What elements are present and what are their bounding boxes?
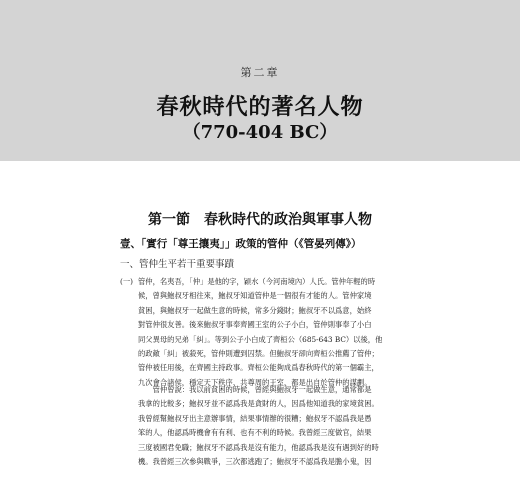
text-line: 候，曾與鮑叔牙相往來，鮑叔牙知道管仲是一個很有才能的人。管仲家境 — [138, 291, 372, 301]
text-line: 管仲，名夷吾，「仲」是他的字，穎水（今河南境內）人氏。管仲年輕的時 — [138, 277, 376, 286]
body-paragraph — [138, 383, 406, 469]
chapter-banner — [0, 0, 520, 161]
text-line: 對管仲很友善。後來鮑叔牙事奉齊國王室的公子小白，管仲則事奉了小白 — [138, 320, 372, 330]
text-line: 機。我曾經三次參與戰爭，三次都逃跑了；鮑叔牙不認爲我是膽小鬼，因 — [138, 456, 372, 466]
chapter-date-range: （770-404 BC） — [182, 122, 338, 143]
text-line: 同父異母的兄弟「糾」。等到公子小白成了齊桓公（685-643 BC）以後，他 — [138, 334, 383, 344]
body-paragraph — [138, 275, 406, 390]
text-line: 管仲曾說：我以前貧困的時候，曾經與鮑叔牙一起做生意，通常都是 — [138, 385, 372, 394]
text-line: 貧困，與鮑叔牙一起做生意的時候，常多分錢財；鮑叔牙不以爲意，始終 — [138, 305, 372, 315]
text-line: 我拿的比較多；鮑叔牙並不認爲我是貪財的人，因爲他知道我的家境貧困。 — [138, 399, 379, 409]
text-line: 笨的人，他認爲時機會有有利、也有不利的時候。我曾經三度做官，結果 — [138, 428, 372, 438]
chapter-title: 春秋時代的著名人物 — [156, 94, 364, 120]
text-line: 管仲被任用後，在齊國主持政事。齊桓公能夠成爲春秋時代的第一個霸主， — [138, 363, 379, 373]
subsection-heading: 一、管仲生平若干重要事蹟 — [120, 259, 235, 270]
section-title: 第一節 春秋時代的政治與軍事人物 — [148, 212, 372, 228]
item-marker: (一) — [120, 277, 133, 286]
text-line: 九次會合諸侯，穩定天下秩序、共尊周的王室，都是出自於管仲的謀劃。 — [138, 377, 372, 387]
text-line: 的政敵「糾」被殺死，管仲則遭到囚禁。但鮑叔牙卻向齊桓公推薦了管仲； — [138, 348, 379, 358]
text-line: 我曾經幫鮑叔牙出主意辦事情，結果事情辦的很糟；鮑叔牙不認爲我是愚 — [138, 413, 372, 423]
chapter-label: 第二章 — [240, 66, 280, 79]
text-line: 三度被國君免職；鮑叔牙不認爲我是沒有能力，他認爲我是沒有遇到好的時 — [138, 442, 379, 452]
part-heading: 壹、「實行「尊王攘夷」」政策的管仲（《管晏列傳》） — [120, 238, 362, 250]
